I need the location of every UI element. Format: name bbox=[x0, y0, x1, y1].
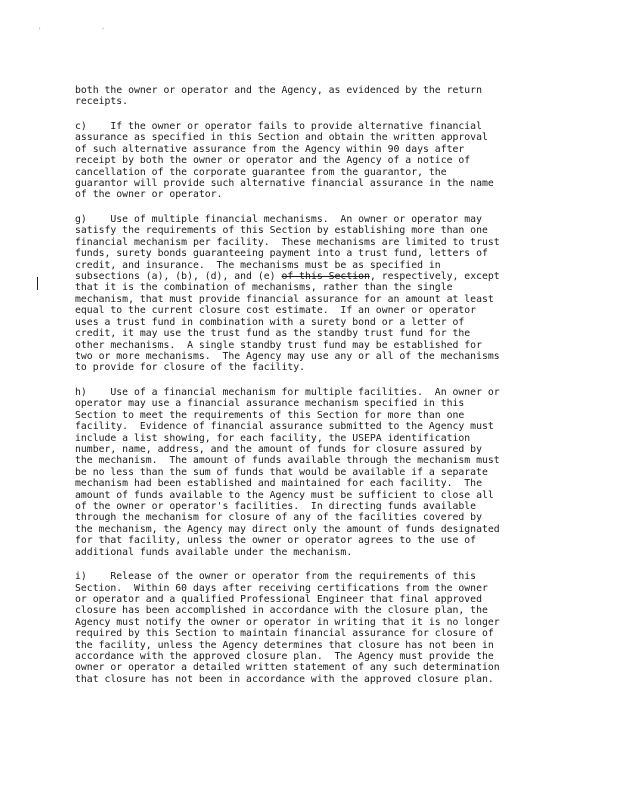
text-line: accordance with the approved closure plan. The Agency must provide the bbox=[75, 651, 494, 663]
paragraph-i bbox=[75, 571, 545, 685]
text-line: that it is the combination of mechanisms, rather than the single bbox=[75, 282, 453, 294]
text-line: of the owner or operator's facilities. In directing funds available bbox=[75, 500, 477, 512]
text-line: uses a trust fund in combination with a surety bond or a letter of bbox=[75, 316, 465, 328]
text-line: Agency must notify the owner or operator in writing that it is no longer bbox=[75, 616, 500, 628]
text-line: additional funds available under the mechanism. bbox=[75, 546, 353, 558]
text-line: two or more mechanisms. The Agency may use any or all of the mechanisms bbox=[75, 350, 500, 362]
text-line: g) Use of multiple financial mechanisms. An owner or operator may bbox=[75, 214, 482, 226]
text-line: include a list showing, for each facility, the USEPA identification bbox=[75, 432, 471, 444]
struck-text: of this Section bbox=[281, 271, 370, 283]
text-line: Section. Within 60 days after receiving certifications from the owner bbox=[75, 582, 488, 594]
text-line: h) Use of a financial mechanism for multiple facilities. An owner or bbox=[75, 386, 500, 398]
paragraph-continuation bbox=[75, 85, 545, 108]
text-line: the facility, unless the Agency determines that closure has not been in bbox=[75, 639, 494, 651]
text-line: mechanism had been established and maintained for each facility. The bbox=[75, 478, 482, 490]
text-line: closure has been accomplished in accordance with the closure plan, the bbox=[75, 605, 488, 617]
revision-change-bar bbox=[37, 277, 38, 290]
text-line: the mechanism. The amount of funds available through the mechanism must bbox=[75, 455, 500, 467]
text-line: of the owner or operator. bbox=[75, 189, 223, 201]
text-line: receipt by both the owner or operator and the Agency of a notice of bbox=[75, 155, 471, 167]
paragraph-g bbox=[75, 214, 545, 374]
text-line: to provide for closure of the facility. bbox=[75, 362, 306, 374]
text-line: be no less than the sum of funds that would be available if a separate bbox=[75, 466, 488, 478]
paragraph-c bbox=[75, 121, 545, 201]
text-line: credit, and insurance. The mechanisms must be as specified in bbox=[75, 259, 441, 271]
amended-prefix: subsections (a), (b), (d), and (e) bbox=[75, 271, 282, 283]
text-line: amount of funds available to the Agency must be sufficient to close all bbox=[75, 489, 494, 501]
text-line: satisfy the requirements of this Section by establishing more than one bbox=[75, 225, 488, 237]
text-line: number, name, address, and the amount of funds for closure assured by bbox=[75, 443, 482, 455]
text-line: or operator and a qualified Professional Engineer that final approved bbox=[75, 594, 482, 605]
text-line: credit, it may use the trust fund as the standby trust fund for the bbox=[75, 328, 471, 340]
text-line: equal to the current closure cost estimate. If an owner or operator bbox=[75, 305, 477, 317]
text-line: cancellation of the corporate guarantee from the guarantor, the bbox=[75, 166, 447, 178]
paragraph-h bbox=[75, 387, 545, 558]
text-line: through the mechanism for closure of any of the facilities covered by bbox=[75, 512, 482, 524]
text-line: mechanism, that must provide financial assurance for an amount at least bbox=[75, 293, 494, 305]
text-line: assurance as specified in this Section and obtain the written approval bbox=[75, 132, 488, 144]
document-body bbox=[75, 85, 545, 698]
text-line: of such alternative assurance from the Agency within 90 days after bbox=[75, 143, 465, 155]
amended-line bbox=[75, 271, 500, 282]
text-line: required by this Section to maintain financial assurance for closure of bbox=[75, 628, 494, 640]
text-line: Section to meet the requirements of this Section for more than one bbox=[75, 409, 465, 421]
text-line: both the owner or operator and the Agency, as evidenced by the return bbox=[75, 85, 482, 96]
text-line: c) If the owner or operator fails to provide alternative financial bbox=[75, 121, 482, 132]
text-line: financial mechanism per facility. These mechanisms are limited to trust bbox=[75, 236, 500, 248]
text-line: other mechanisms. A single standby trust fund may be established for bbox=[75, 339, 482, 351]
text-line: the mechanism, the Agency may direct only the amount of funds designated bbox=[75, 523, 500, 535]
text-line: operator may use a financial assurance mechanism specified in this bbox=[75, 398, 465, 410]
text-line: funds, surety bonds guaranteeing payment into a trust fund, letters of bbox=[75, 248, 488, 260]
text-line: that closure has not been in accordance with the approved closure plan. bbox=[75, 673, 494, 685]
text-line: facility. Evidence of financial assurance submitted to the Agency must bbox=[75, 421, 494, 433]
amended-suffix: , respectively, except bbox=[369, 271, 500, 283]
text-line: guarantor will provide such alternative financial assurance in the name bbox=[75, 178, 494, 190]
text-line: receipts. bbox=[75, 96, 129, 108]
text-line: owner or operator a detailed written statement of any such determination bbox=[75, 662, 500, 674]
header-marks: ' ' bbox=[38, 27, 133, 34]
text-line: i) Release of the owner or operator from the requirements of this bbox=[75, 571, 477, 583]
text-line: for that facility, unless the owner or operator agrees to the use of bbox=[75, 535, 477, 547]
